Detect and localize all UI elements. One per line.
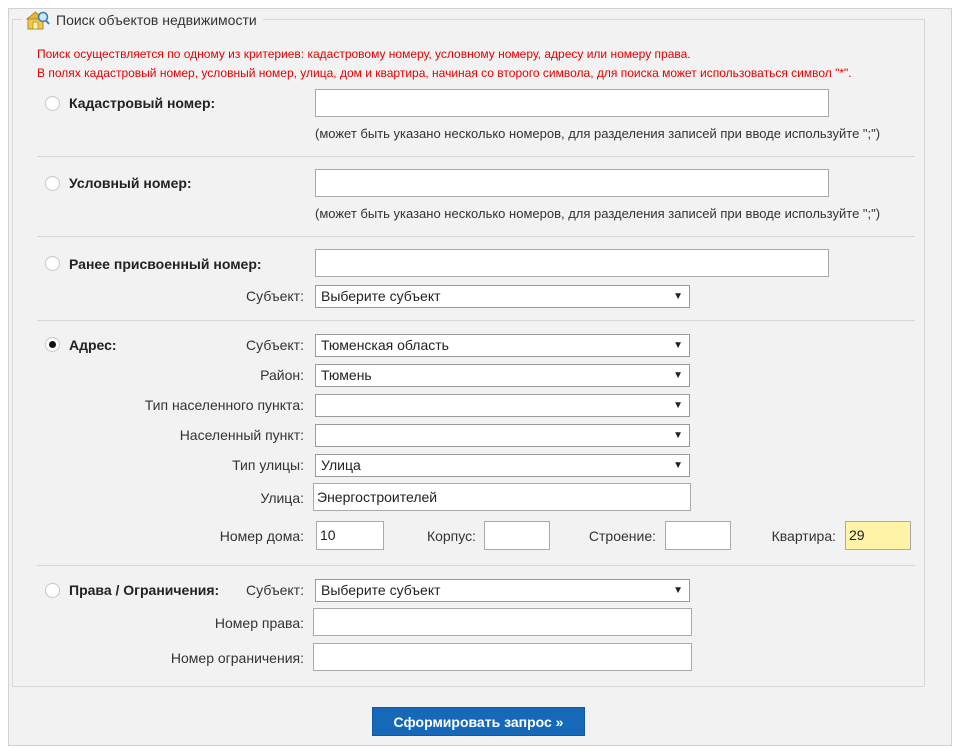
cadastral-number-input[interactable] [315, 89, 829, 117]
cadastral-label: Кадастровый номер: [69, 95, 216, 111]
chevron-down-icon: ▼ [673, 460, 683, 471]
separator [37, 236, 915, 237]
address-subject-label: Субъект: [246, 337, 304, 353]
building-label: Корпус: [426, 528, 476, 544]
right-number-input[interactable] [313, 608, 692, 636]
previous-subject-value: Выберите субъект [321, 288, 441, 304]
rights-subject-value: Выберите субъект [321, 582, 441, 598]
apartment-label: Квартира: [771, 528, 836, 544]
previous-number-input[interactable] [315, 249, 829, 277]
building-input[interactable] [484, 521, 550, 550]
structure-input[interactable] [665, 521, 731, 550]
radio-address[interactable] [45, 337, 60, 352]
rights-subject-label: Субъект: [246, 582, 304, 598]
district-select[interactable] [315, 364, 690, 387]
house-number-input[interactable]: 10 [316, 521, 384, 550]
previous-number-label: Ранее присвоенный номер: [69, 256, 262, 272]
separator [37, 565, 915, 566]
chevron-down-icon: ▼ [673, 400, 683, 411]
chevron-down-icon: ▼ [673, 430, 683, 441]
search-note-2: В полях кадастровый номер, условный номер, улица, дом и квартира, начиная со второго символа, для поиска может использоваться символ "*". [37, 66, 852, 80]
submit-request-button[interactable]: Сформировать запрос » [372, 707, 585, 736]
chevron-down-icon: ▼ [673, 340, 683, 351]
chevron-down-icon: ▼ [673, 585, 683, 596]
apartment-input[interactable]: 29 [845, 521, 911, 550]
previous-subject-select[interactable] [315, 285, 690, 308]
right-number-label: Номер права: [214, 615, 304, 631]
separator [37, 320, 915, 321]
search-note-1: Поиск осуществляется по одному из критериев: кадастровому номеру, условному номеру, адресу или номеру права. [37, 47, 691, 61]
chevron-down-icon: ▼ [673, 370, 683, 381]
settlement-label: Населенный пункт: [179, 427, 304, 443]
address-subject-value: Тюменская область [321, 337, 449, 353]
previous-subject-label: Субъект: [246, 288, 304, 304]
settlement-type-label: Тип населенного пункта: [144, 397, 304, 413]
structure-label: Строение: [588, 528, 656, 544]
fieldset-legend [22, 9, 263, 31]
rights-subject-select[interactable] [315, 579, 690, 602]
conditional-hint: (может быть указано несколько номеров, для разделения записей при вводе используйте ";") [315, 206, 881, 221]
street-input[interactable]: Энергостроителей [313, 483, 691, 511]
restriction-number-input[interactable] [313, 643, 692, 671]
radio-rights[interactable] [45, 583, 60, 598]
settlement-type-select[interactable] [315, 394, 690, 417]
radio-conditional[interactable] [45, 176, 60, 191]
address-subject-select[interactable] [315, 334, 690, 357]
cadastral-hint: (может быть указано несколько номеров, для разделения записей при вводе используйте ";") [315, 126, 881, 141]
house-search-icon [26, 9, 50, 31]
house-number-label: Номер дома: [219, 528, 304, 544]
restriction-number-label: Номер ограничения: [170, 650, 304, 666]
district-label: Район: [260, 367, 304, 383]
settlement-select[interactable] [315, 424, 690, 447]
address-label: Адрес: [69, 337, 117, 353]
conditional-number-input[interactable] [315, 169, 829, 197]
conditional-label: Условный номер: [69, 175, 192, 191]
radio-previous-number[interactable] [45, 256, 60, 271]
separator [37, 156, 915, 157]
chevron-down-icon: ▼ [673, 291, 683, 302]
radio-cadastral[interactable] [45, 96, 60, 111]
street-label: Улица: [260, 490, 304, 506]
rights-label: Права / Ограничения: [69, 582, 220, 598]
district-value: Тюмень [321, 367, 372, 383]
street-type-select[interactable] [315, 454, 690, 477]
street-type-label: Тип улицы: [232, 457, 304, 473]
street-type-value: Улица [321, 457, 361, 473]
legend-title: Поиск объектов недвижимости [56, 12, 257, 28]
